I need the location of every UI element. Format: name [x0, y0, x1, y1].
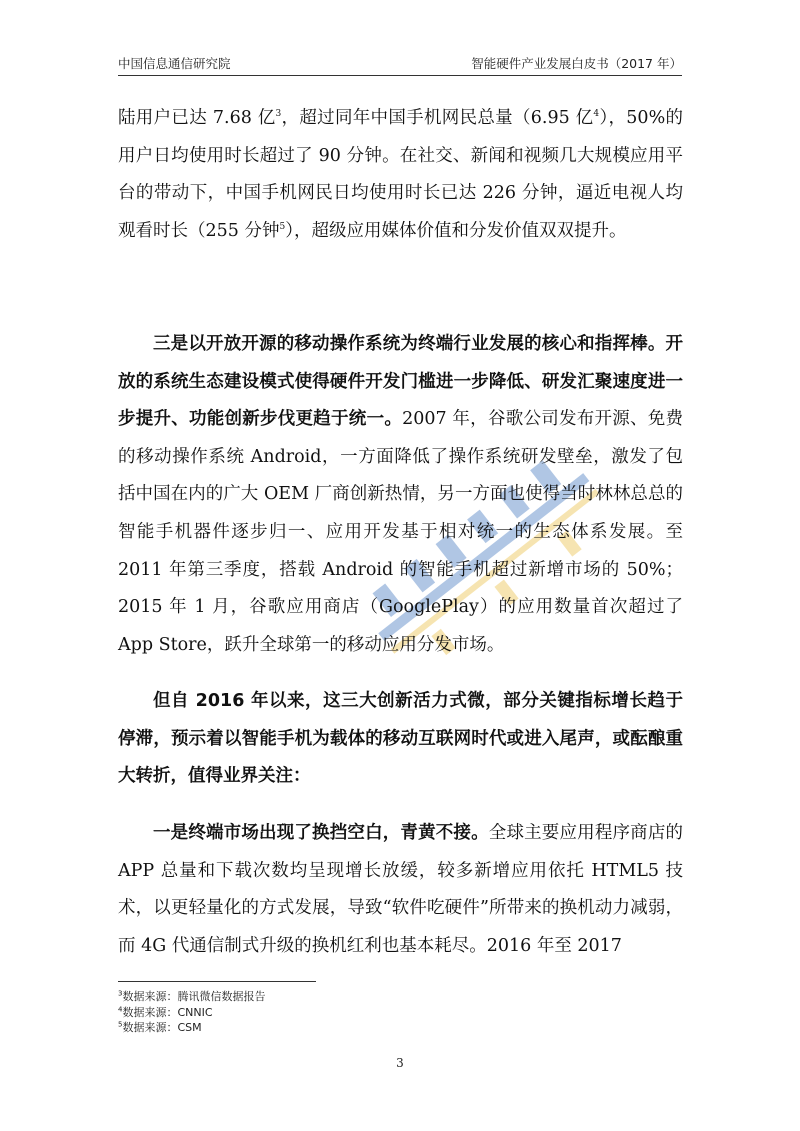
footnote-4 — [118, 1005, 265, 1021]
paragraph-4 — [118, 815, 683, 965]
paragraph-1-text-e: ），50%的用户日均使用时长超过了 90 分钟。在社交、新闻和视频几大规模应用平台的带动下，中国手机网民日均使用时长已达 226 分钟，逼近电视人均观看时长（255 分钟 — [118, 108, 683, 241]
running-header — [118, 52, 682, 72]
paragraph-4-lead: 一是终端市场出现了换挡空白，青黄不接。 — [153, 823, 489, 843]
page-number: 3 — [396, 1056, 404, 1070]
paragraph-3-lead: 但自 2016 年以来，这三大创新活力式微，部分关键指标增长趋于停滞，预示着以智能手机为载体的移动互联网时代或进入尾声，或酝酿重大转折，值得业界关注： — [118, 691, 683, 787]
footnote-3-text: 数据来源：腾讯微信数据报告 — [122, 990, 266, 1003]
paragraph-1-text-a: 陆用户已达 7.68 亿 — [118, 108, 276, 128]
footnote-5 — [118, 1020, 265, 1036]
footnote-5-number: 5 — [118, 1020, 123, 1029]
paragraph-1-text-g: ），超级应用媒体价值和分发价值双双提升。 — [285, 220, 627, 241]
footnote-4-number: 4 — [118, 1004, 123, 1013]
header-divider — [118, 75, 682, 76]
footnote-3 — [118, 989, 265, 1005]
paragraph-2-lead: 三是以开放开源的移动操作系统为终端行业发展的核心和指挥棒。开放的系统生态建设模式使得硬件开发门槛进一步降低、研发汇聚速度进一步提升、功能创新步伐更趋于统一。 — [118, 334, 683, 430]
footnote-ref-5: 5 — [279, 221, 286, 232]
paragraph-1 — [118, 100, 683, 250]
header-organization: 中国信息通信研究院 — [118, 56, 231, 71]
header-document-title: 智能硬件产业发展白皮书（2017 年） — [471, 56, 682, 71]
paragraph-4-body: 全球主要应用程序商店的 APP 总量和下载次数均呈现增长放缓，较多新增应用依托 HTML5 技术，以更轻量化的方式发展，导致“软件吃硬件”所带来的换机动力减弱，而 4G 代通信制式升级的换机红利也基本耗尽。2016 年至 2017 — [118, 823, 684, 956]
paragraph-1-text-c: ，超过同年中国手机网民总量（6.95 亿 — [281, 108, 594, 128]
footnote-4-text: 数据来源：CNNIC — [122, 1005, 213, 1019]
paragraph-2 — [118, 326, 683, 664]
footnotes — [118, 989, 265, 1036]
footnote-3-number: 3 — [118, 989, 123, 998]
paragraph-2-body: 2007 年，谷歌公司发布开源、免费的移动操作系统 Android，一方面降低了操作系统研发壁垒，激发了包括中国在内的广大 OEM 厂商创新热情，另一方面也使得当时林林总总的智能手机器件逐步归一、应用开发基于相对统一的生态体系发展。至 2011 年第三季度，搭载 Android 的智能手机超过新增市场的 50%；2015 年 1 月，谷歌应用商店（GooglePlay）的应用数量首次超过了 App Store，跃升全球第一的移动应用分发市场。 — [118, 409, 683, 655]
paragraph-3 — [118, 683, 683, 796]
footnote-5-text: 数据来源：CSM — [122, 1021, 202, 1034]
footnote-divider — [118, 981, 316, 982]
footnote-ref-4: 4 — [593, 109, 600, 120]
footnote-ref-3: 3 — [275, 109, 282, 120]
